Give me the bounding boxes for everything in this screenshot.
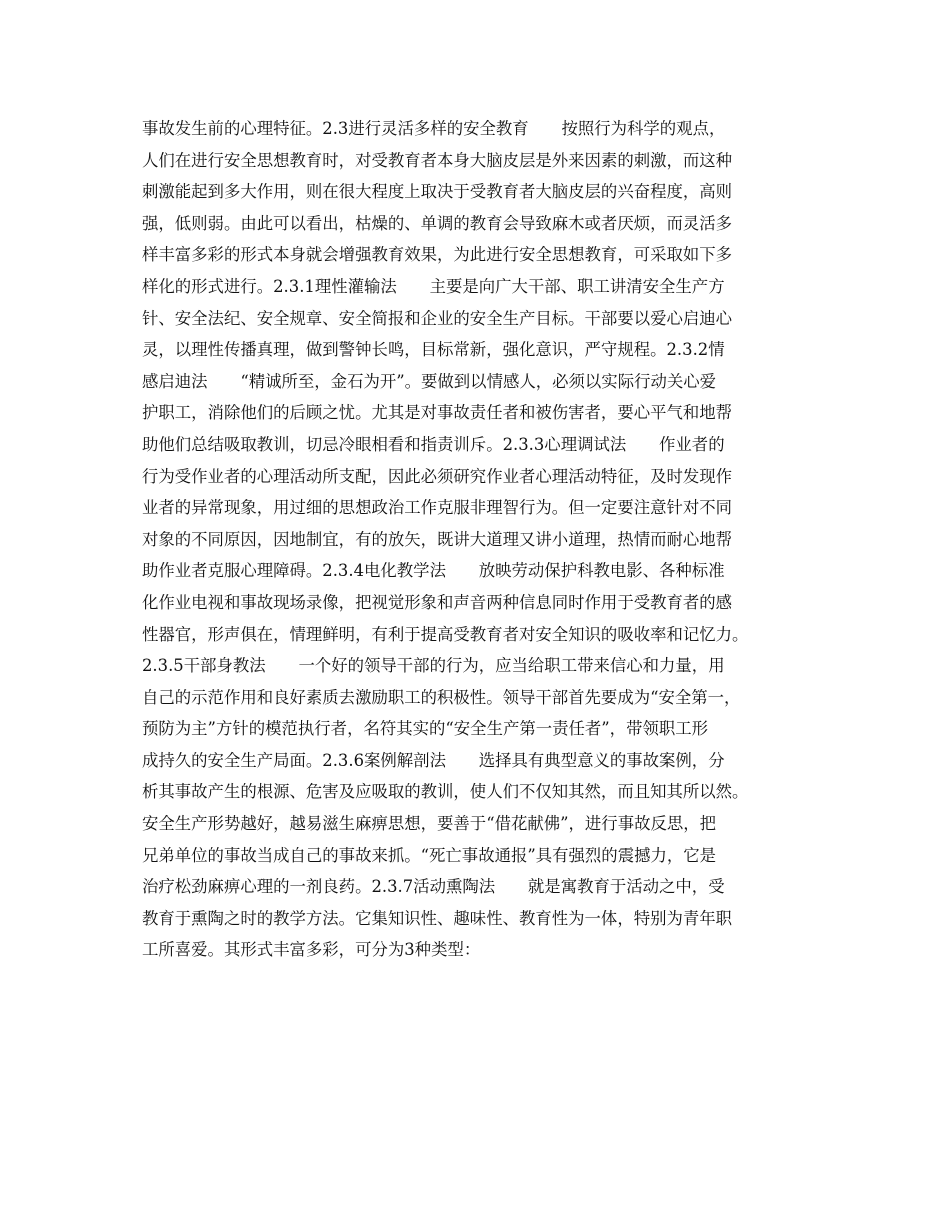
text-line: 2.3.5干部身教法 一个好的领导干部的行为，应当给职工带来信心和力量，用 bbox=[142, 656, 725, 676]
text-line: 兄弟单位的事故当成自己的事故来抓。“死亡事故通报”具有强烈的震撼力，它是 bbox=[142, 845, 717, 865]
text-line: 化作业电视和事故现场录像，把视觉形象和声音两种信息同时作用于受教育者的感 bbox=[142, 592, 733, 612]
text-line: 灵，以理性传播真理，做到警钟长鸣，目标常新，强化意识，严守规程。2.3.2情 bbox=[142, 340, 725, 360]
text-line: 工所喜爱。其形式丰富多彩，可分为3种类型： bbox=[142, 940, 481, 960]
text-line: 样丰富多彩的形式本身就会增强教育效果，为此进行安全思想教育，可采取如下多 bbox=[142, 245, 733, 265]
text-line: 自己的示范作用和良好素质去激励职工的积极性。领导干部首先要成为“安全第一， bbox=[142, 687, 741, 707]
text-line: 析其事故产生的根源、危害及应吸取的教训，使人们不仅知其然，而且知其所以然。 bbox=[142, 782, 749, 802]
text-line: 教育于熏陶之时的教学方法。它集知识性、趣味性、教育性为一体，特别为青年职 bbox=[142, 908, 733, 928]
text-line: 事故发生前的心理特征。2.3进行灵活多样的安全教育 按照行为科学的观点， bbox=[142, 119, 726, 138]
text-line: 行为受作业者的心理活动所支配，因此必须研究作业者心理活动特征，及时发现作 bbox=[142, 466, 733, 486]
text-line: 性器官，形声俱在，情理鲜明，有利于提高受教育者对安全知识的吸收率和记忆力。 bbox=[142, 624, 749, 644]
text-line: 治疗松劲麻痹心理的一剂良药。2.3.7活动熏陶法 就是寓教育于活动之中，受 bbox=[142, 877, 725, 897]
body-text bbox=[142, 113, 810, 966]
text-line: 样化的形式进行。2.3.1理性灌输法 主要是向广大干部、职工讲清安全生产方 bbox=[142, 276, 725, 296]
text-line: 强，低则弱。由此可以看出，枯燥的、单调的教育会导致麻木或者厌烦，而灵活多 bbox=[142, 213, 733, 233]
text-line: 护职工，消除他们的后顾之忧。尤其是对事故责任者和被伤害者，要心平气和地帮 bbox=[142, 403, 733, 423]
text-line: 预防为主”方针的模范执行者，名符其实的“安全生产第一责任者”，带领职工形 bbox=[142, 719, 709, 739]
text-line: 刺激能起到多大作用，则在很大程度上取决于受教育者大脑皮层的兴奋程度，高则 bbox=[142, 182, 733, 202]
text-line: 助他们总结吸取教训，切忌冷眼相看和指责训斥。2.3.3心理调试法 作业者的 bbox=[142, 434, 725, 454]
text-line: 感启迪法 “精诚所至，金石为开”。要做到以情感人，必须以实际行动关心爱 bbox=[142, 371, 717, 391]
text-line: 业者的异常现象，用过细的思想政治工作克服非理智行为。但一定要注意针对不同 bbox=[142, 498, 733, 518]
text-line: 对象的不同原因，因地制宜，有的放矢，既讲大道理又讲小道理，热情而耐心地帮 bbox=[142, 529, 733, 549]
text-line: 成持久的安全生产局面。2.3.6案例解剖法 选择具有典型意义的事故案例，分 bbox=[142, 750, 725, 770]
text-line: 安全生产形势越好，越易滋生麻痹思想，要善于“借花献佛”，进行事故反思，把 bbox=[142, 814, 717, 834]
text-line: 人们在进行安全思想教育时，对受教育者本身大脑皮层是外来因素的刺激，而这种 bbox=[142, 150, 733, 170]
text-line: 针、安全法纪、安全规章、安全简报和企业的安全生产目标。干部要以爱心启迪心 bbox=[142, 308, 733, 328]
text-line: 助作业者克服心理障碍。2.3.4电化教学法 放映劳动保护科教电影、各种标准 bbox=[142, 561, 725, 581]
